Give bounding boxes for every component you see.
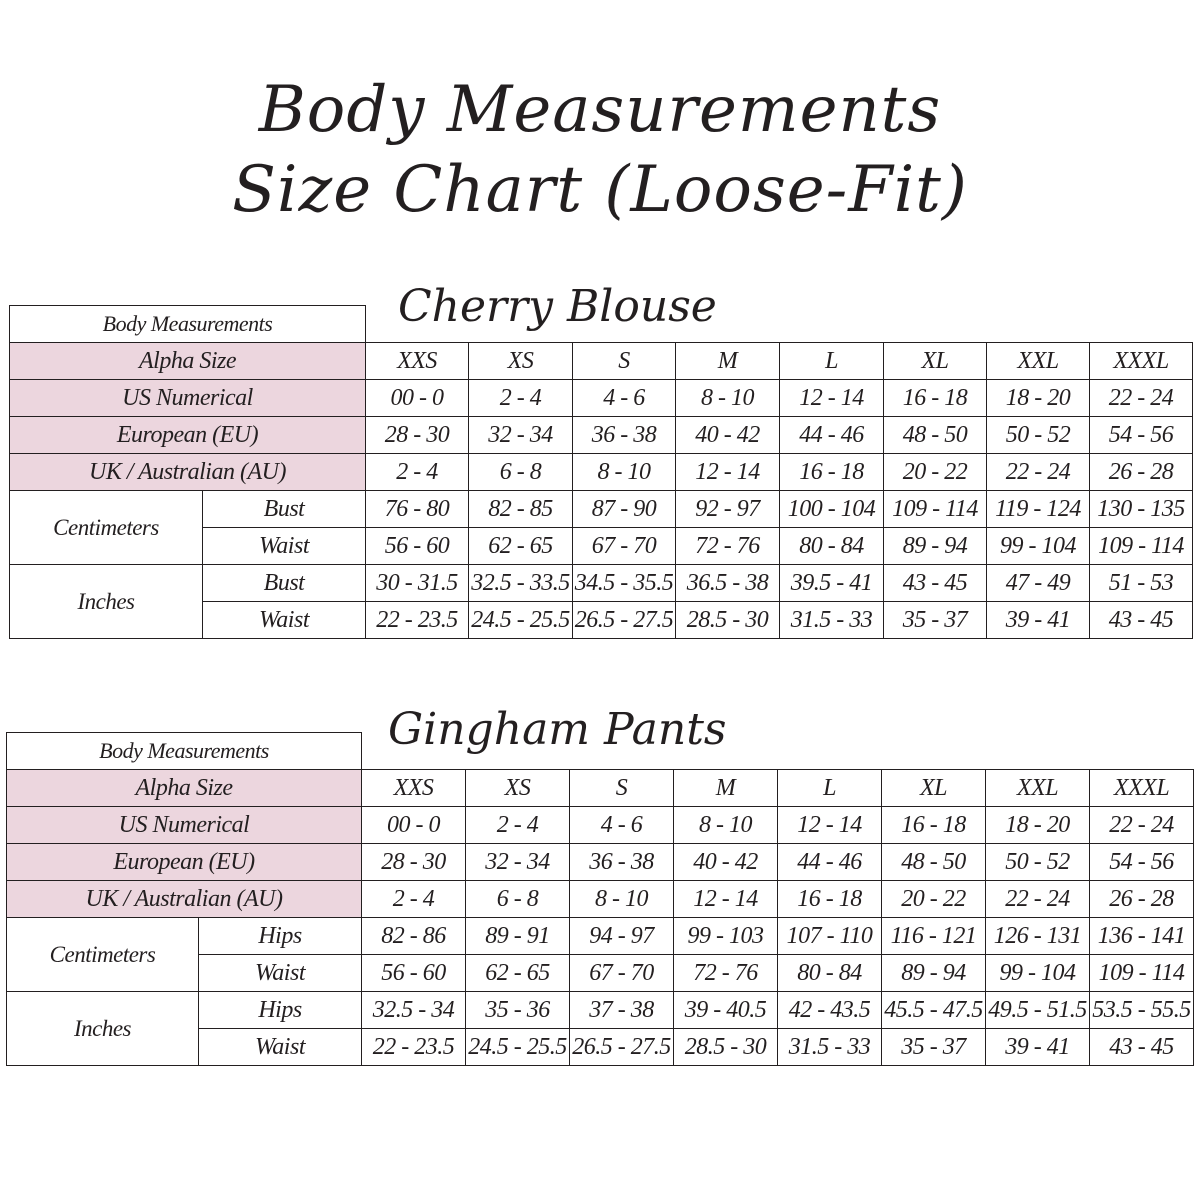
table-row-centimeters-row1 bbox=[10, 491, 1193, 528]
european-eu-cell: 50 - 52 bbox=[986, 844, 1090, 881]
centimeters-value-cell: 109 - 114 bbox=[884, 491, 987, 528]
european-eu-cell: 32 - 34 bbox=[469, 417, 573, 454]
inches-value-cell: 35 - 36 bbox=[466, 992, 570, 1029]
centimeters-group-label: Centimeters bbox=[7, 918, 199, 992]
alpha-size-cell: XXL bbox=[987, 343, 1090, 380]
uk-australian-label: UK / Australian (AU) bbox=[10, 454, 366, 491]
header-spacer bbox=[362, 733, 1194, 770]
table-row-us-numerical bbox=[7, 807, 1194, 844]
inches-value-cell: 31.5 - 33 bbox=[780, 602, 884, 639]
inches-value-cell: 39 - 41 bbox=[986, 1029, 1090, 1066]
centimeters-value-cell: 62 - 65 bbox=[469, 528, 573, 565]
uk-australian-cell: 12 - 14 bbox=[674, 881, 778, 918]
centimeters-value-cell: 99 - 104 bbox=[986, 955, 1090, 992]
european-eu-cell: 32 - 34 bbox=[466, 844, 570, 881]
inches-value-cell: 45.5 - 47.5 bbox=[882, 992, 986, 1029]
centimeters-value-cell: 62 - 65 bbox=[466, 955, 570, 992]
inches-value-cell: 36.5 - 38 bbox=[676, 565, 780, 602]
alpha-size-cell: XXL bbox=[986, 770, 1090, 807]
centimeters-group-label: Centimeters bbox=[10, 491, 203, 565]
inches-measure-label: Bust bbox=[203, 565, 366, 602]
size-table-cherry-blouse bbox=[9, 305, 1193, 639]
centimeters-measure-label: Bust bbox=[203, 491, 366, 528]
centimeters-value-cell: 89 - 91 bbox=[466, 918, 570, 955]
european-eu-label: European (EU) bbox=[7, 844, 362, 881]
inches-value-cell: 26.5 - 27.5 bbox=[570, 1029, 674, 1066]
centimeters-value-cell: 80 - 84 bbox=[778, 955, 882, 992]
inches-value-cell: 35 - 37 bbox=[882, 1029, 986, 1066]
page-title-line1: Body Measurements bbox=[258, 73, 942, 147]
centimeters-value-cell: 109 - 114 bbox=[1090, 955, 1194, 992]
inches-value-cell: 43 - 45 bbox=[884, 565, 987, 602]
us-numerical-cell: 8 - 10 bbox=[676, 380, 780, 417]
body-measurements-header: Body Measurements bbox=[10, 306, 366, 343]
uk-australian-label: UK / Australian (AU) bbox=[7, 881, 362, 918]
inches-measure-label: Waist bbox=[199, 1029, 362, 1066]
uk-australian-cell: 6 - 8 bbox=[466, 881, 570, 918]
centimeters-value-cell: 116 - 121 bbox=[882, 918, 986, 955]
centimeters-value-cell: 82 - 86 bbox=[362, 918, 466, 955]
us-numerical-cell: 4 - 6 bbox=[570, 807, 674, 844]
inches-value-cell: 22 - 23.5 bbox=[366, 602, 469, 639]
us-numerical-cell: 00 - 0 bbox=[366, 380, 469, 417]
centimeters-value-cell: 56 - 60 bbox=[366, 528, 469, 565]
european-eu-cell: 50 - 52 bbox=[987, 417, 1090, 454]
inches-value-cell: 43 - 45 bbox=[1090, 1029, 1194, 1066]
alpha-size-cell: M bbox=[676, 343, 780, 380]
centimeters-value-cell: 72 - 76 bbox=[674, 955, 778, 992]
us-numerical-label: US Numerical bbox=[7, 807, 362, 844]
table-row-us-numerical bbox=[10, 380, 1193, 417]
table-row-uk-australian bbox=[7, 881, 1194, 918]
alpha-size-cell: XXXL bbox=[1090, 343, 1193, 380]
us-numerical-cell: 18 - 20 bbox=[987, 380, 1090, 417]
table-row-european-eu bbox=[7, 844, 1194, 881]
european-eu-cell: 28 - 30 bbox=[362, 844, 466, 881]
table-row-alpha-size bbox=[7, 770, 1194, 807]
inches-value-cell: 28.5 - 30 bbox=[676, 602, 780, 639]
uk-australian-cell: 6 - 8 bbox=[469, 454, 573, 491]
alpha-size-label: Alpha Size bbox=[10, 343, 366, 380]
centimeters-value-cell: 94 - 97 bbox=[570, 918, 674, 955]
table-header-row bbox=[7, 733, 1194, 770]
header-spacer bbox=[366, 306, 1193, 343]
uk-australian-cell: 2 - 4 bbox=[366, 454, 469, 491]
uk-australian-cell: 2 - 4 bbox=[362, 881, 466, 918]
inches-value-cell: 49.5 - 51.5 bbox=[986, 992, 1090, 1029]
us-numerical-cell: 22 - 24 bbox=[1090, 807, 1194, 844]
inches-value-cell: 51 - 53 bbox=[1090, 565, 1193, 602]
centimeters-value-cell: 89 - 94 bbox=[882, 955, 986, 992]
inches-value-cell: 24.5 - 25.5 bbox=[466, 1029, 570, 1066]
inches-value-cell: 35 - 37 bbox=[884, 602, 987, 639]
section-title-gingham-pants: Gingham Pants bbox=[388, 704, 727, 755]
centimeters-value-cell: 87 - 90 bbox=[573, 491, 676, 528]
page-title bbox=[0, 70, 1200, 230]
inches-value-cell: 39 - 41 bbox=[987, 602, 1090, 639]
alpha-size-cell: S bbox=[570, 770, 674, 807]
uk-australian-cell: 8 - 10 bbox=[573, 454, 676, 491]
centimeters-value-cell: 80 - 84 bbox=[780, 528, 884, 565]
centimeters-value-cell: 67 - 70 bbox=[570, 955, 674, 992]
inches-value-cell: 53.5 - 55.5 bbox=[1090, 992, 1194, 1029]
table-header-row bbox=[10, 306, 1193, 343]
us-numerical-label: US Numerical bbox=[10, 380, 366, 417]
centimeters-value-cell: 76 - 80 bbox=[366, 491, 469, 528]
alpha-size-cell: XS bbox=[469, 343, 573, 380]
alpha-size-cell: XXS bbox=[362, 770, 466, 807]
us-numerical-cell: 16 - 18 bbox=[882, 807, 986, 844]
inches-group-label: Inches bbox=[7, 992, 199, 1066]
uk-australian-cell: 12 - 14 bbox=[676, 454, 780, 491]
alpha-size-cell: XL bbox=[884, 343, 987, 380]
centimeters-value-cell: 67 - 70 bbox=[573, 528, 676, 565]
inches-group-label: Inches bbox=[10, 565, 203, 639]
us-numerical-cell: 2 - 4 bbox=[466, 807, 570, 844]
inches-measure-label: Waist bbox=[203, 602, 366, 639]
us-numerical-cell: 2 - 4 bbox=[469, 380, 573, 417]
inches-value-cell: 37 - 38 bbox=[570, 992, 674, 1029]
centimeters-value-cell: 82 - 85 bbox=[469, 491, 573, 528]
inches-value-cell: 39.5 - 41 bbox=[780, 565, 884, 602]
centimeters-value-cell: 126 - 131 bbox=[986, 918, 1090, 955]
table-row-alpha-size bbox=[10, 343, 1193, 380]
centimeters-value-cell: 130 - 135 bbox=[1090, 491, 1193, 528]
inches-value-cell: 30 - 31.5 bbox=[366, 565, 469, 602]
alpha-size-cell: S bbox=[573, 343, 676, 380]
centimeters-value-cell: 89 - 94 bbox=[884, 528, 987, 565]
centimeters-measure-label: Hips bbox=[199, 918, 362, 955]
uk-australian-cell: 22 - 24 bbox=[987, 454, 1090, 491]
table-row-centimeters-row1 bbox=[7, 918, 1194, 955]
centimeters-value-cell: 92 - 97 bbox=[676, 491, 780, 528]
uk-australian-cell: 22 - 24 bbox=[986, 881, 1090, 918]
inches-value-cell: 39 - 40.5 bbox=[674, 992, 778, 1029]
alpha-size-cell: XXXL bbox=[1090, 770, 1194, 807]
uk-australian-cell: 16 - 18 bbox=[780, 454, 884, 491]
european-eu-cell: 48 - 50 bbox=[882, 844, 986, 881]
centimeters-value-cell: 109 - 114 bbox=[1090, 528, 1193, 565]
inches-value-cell: 47 - 49 bbox=[987, 565, 1090, 602]
inches-value-cell: 28.5 - 30 bbox=[674, 1029, 778, 1066]
inches-value-cell: 42 - 43.5 bbox=[778, 992, 882, 1029]
inches-value-cell: 32.5 - 33.5 bbox=[469, 565, 573, 602]
us-numerical-cell: 8 - 10 bbox=[674, 807, 778, 844]
alpha-size-cell: L bbox=[780, 343, 884, 380]
table-row-uk-australian bbox=[10, 454, 1193, 491]
alpha-size-cell: XXS bbox=[366, 343, 469, 380]
alpha-size-cell: XS bbox=[466, 770, 570, 807]
us-numerical-cell: 12 - 14 bbox=[778, 807, 882, 844]
uk-australian-cell: 8 - 10 bbox=[570, 881, 674, 918]
european-eu-cell: 44 - 46 bbox=[778, 844, 882, 881]
section-title-cherry-blouse: Cherry Blouse bbox=[398, 281, 717, 332]
inches-value-cell: 22 - 23.5 bbox=[362, 1029, 466, 1066]
centimeters-value-cell: 99 - 103 bbox=[674, 918, 778, 955]
table-row-european-eu bbox=[10, 417, 1193, 454]
european-eu-label: European (EU) bbox=[10, 417, 366, 454]
european-eu-cell: 54 - 56 bbox=[1090, 844, 1194, 881]
table-row-inches-row1 bbox=[10, 565, 1193, 602]
us-numerical-cell: 18 - 20 bbox=[986, 807, 1090, 844]
body-measurements-header: Body Measurements bbox=[7, 733, 362, 770]
inches-measure-label: Hips bbox=[199, 992, 362, 1029]
us-numerical-cell: 00 - 0 bbox=[362, 807, 466, 844]
page-title-line2: Size Chart (Loose-Fit) bbox=[232, 153, 968, 227]
us-numerical-cell: 4 - 6 bbox=[573, 380, 676, 417]
alpha-size-cell: L bbox=[778, 770, 882, 807]
european-eu-cell: 48 - 50 bbox=[884, 417, 987, 454]
uk-australian-cell: 26 - 28 bbox=[1090, 881, 1194, 918]
table-row-inches-row1 bbox=[7, 992, 1194, 1029]
european-eu-cell: 44 - 46 bbox=[780, 417, 884, 454]
european-eu-cell: 36 - 38 bbox=[573, 417, 676, 454]
uk-australian-cell: 26 - 28 bbox=[1090, 454, 1193, 491]
european-eu-cell: 40 - 42 bbox=[674, 844, 778, 881]
size-table-gingham-pants bbox=[6, 732, 1194, 1066]
centimeters-measure-label: Waist bbox=[203, 528, 366, 565]
centimeters-value-cell: 136 - 141 bbox=[1090, 918, 1194, 955]
uk-australian-cell: 20 - 22 bbox=[884, 454, 987, 491]
inches-value-cell: 32.5 - 34 bbox=[362, 992, 466, 1029]
us-numerical-cell: 22 - 24 bbox=[1090, 380, 1193, 417]
centimeters-value-cell: 72 - 76 bbox=[676, 528, 780, 565]
centimeters-value-cell: 119 - 124 bbox=[987, 491, 1090, 528]
inches-value-cell: 31.5 - 33 bbox=[778, 1029, 882, 1066]
us-numerical-cell: 16 - 18 bbox=[884, 380, 987, 417]
alpha-size-cell: M bbox=[674, 770, 778, 807]
centimeters-value-cell: 107 - 110 bbox=[778, 918, 882, 955]
european-eu-cell: 36 - 38 bbox=[570, 844, 674, 881]
us-numerical-cell: 12 - 14 bbox=[780, 380, 884, 417]
inches-value-cell: 43 - 45 bbox=[1090, 602, 1193, 639]
inches-value-cell: 24.5 - 25.5 bbox=[469, 602, 573, 639]
alpha-size-cell: XL bbox=[882, 770, 986, 807]
centimeters-value-cell: 100 - 104 bbox=[780, 491, 884, 528]
centimeters-value-cell: 56 - 60 bbox=[362, 955, 466, 992]
centimeters-measure-label: Waist bbox=[199, 955, 362, 992]
inches-value-cell: 34.5 - 35.5 bbox=[573, 565, 676, 602]
alpha-size-label: Alpha Size bbox=[7, 770, 362, 807]
european-eu-cell: 40 - 42 bbox=[676, 417, 780, 454]
uk-australian-cell: 20 - 22 bbox=[882, 881, 986, 918]
centimeters-value-cell: 99 - 104 bbox=[987, 528, 1090, 565]
inches-value-cell: 26.5 - 27.5 bbox=[573, 602, 676, 639]
european-eu-cell: 54 - 56 bbox=[1090, 417, 1193, 454]
uk-australian-cell: 16 - 18 bbox=[778, 881, 882, 918]
european-eu-cell: 28 - 30 bbox=[366, 417, 469, 454]
